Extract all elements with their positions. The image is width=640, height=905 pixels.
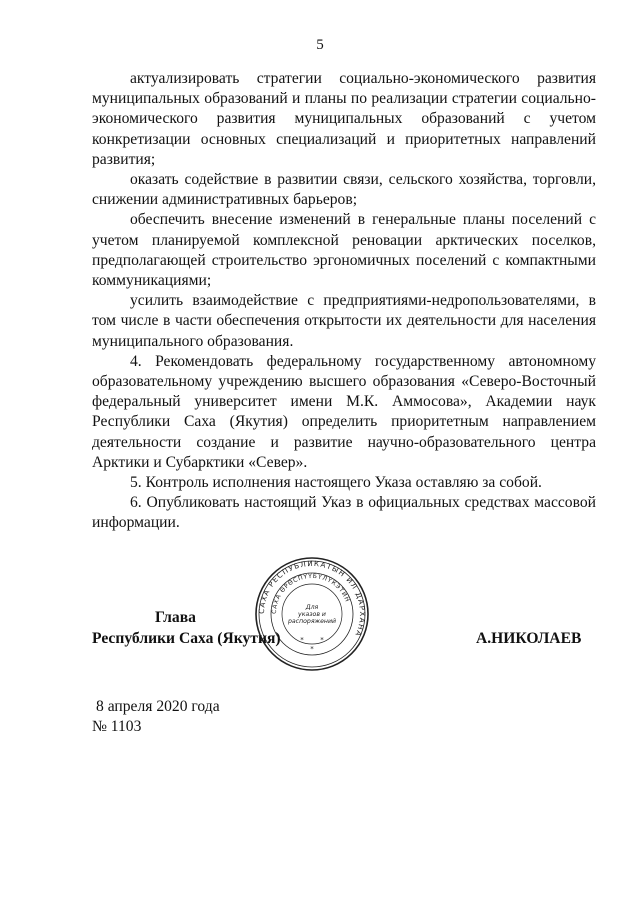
document-number: № 1103 [92, 718, 142, 735]
paragraph-item-6: 6. Опубликовать настоящий Указ в официальных средствах массовой информации. [92, 494, 596, 532]
document-body [92, 69, 596, 534]
svg-text:САХА РЕСПУБЛИКАТЫН ИЛ ДАРХАНА [257, 559, 367, 639]
paragraph-item-5: 5. Контроль исполнения настоящего Указа оставляю за собой. [130, 474, 542, 492]
paragraph-item-4: 4. Рекомендовать федеральному государственному автономному образовательному учреждению высшего образования «Северо-Восточный федеральный университет имени М.К. Аммосова», Академии наук Республики Саха (Якутия) определить приоритетным направлением деятельности создание и развитие научно-образовательного центра Арктики и Субарктики «Север». [92, 352, 596, 471]
svg-text:*: * [310, 645, 314, 653]
official-seal-icon [254, 556, 370, 672]
paragraph-general-plans: обеспечить внесение изменений в генеральные планы поселений с учетом планируемой комплексной реновации арктических поселков, предполагающей строительство эргономичных поселений с компактными коммуникациями; [92, 211, 596, 290]
seal-center-line-2: указов и [298, 611, 326, 618]
svg-text:*: * [320, 636, 324, 644]
page-number: 5 [316, 37, 324, 53]
svg-text:*: * [300, 636, 304, 644]
paragraph-strategy: актуализировать стратегии социально-экономического развития муниципальных образований и планы по реализации стратегии социально-экономического развития муниципальных образований с учетом конкретизации основных специализаций и приоритетных направлений развития; [92, 70, 596, 168]
seal-center-line-1: Для [305, 604, 319, 611]
seal-outer-text: САХА РЕСПУБЛИКАТЫН ИЛ ДАРХАНА [256, 558, 368, 639]
paragraph-subsoil-users: усилить взаимодействие с предприятиями-недропользователями, в том числе в части обеспечения открытости их деятельности для населения муниципального образования. [92, 292, 596, 350]
seal-inner-text: САХА ӨРӨСПҮҮБҮЛҮКЭТИН [270, 572, 351, 615]
signature-title: Глава [155, 609, 196, 626]
paragraph-assistance: оказать содействие в развитии связи, сельского хозяйства, торговли, снижении административных барьеров; [92, 171, 596, 209]
signature-name: А.НИКОЛАЕВ [476, 630, 582, 647]
document-date: 8 апреля 2020 года [96, 698, 220, 715]
signature-organization: Республики Саха (Якутия) [92, 630, 281, 647]
seal-center-line-3: распоряжений [287, 618, 337, 625]
